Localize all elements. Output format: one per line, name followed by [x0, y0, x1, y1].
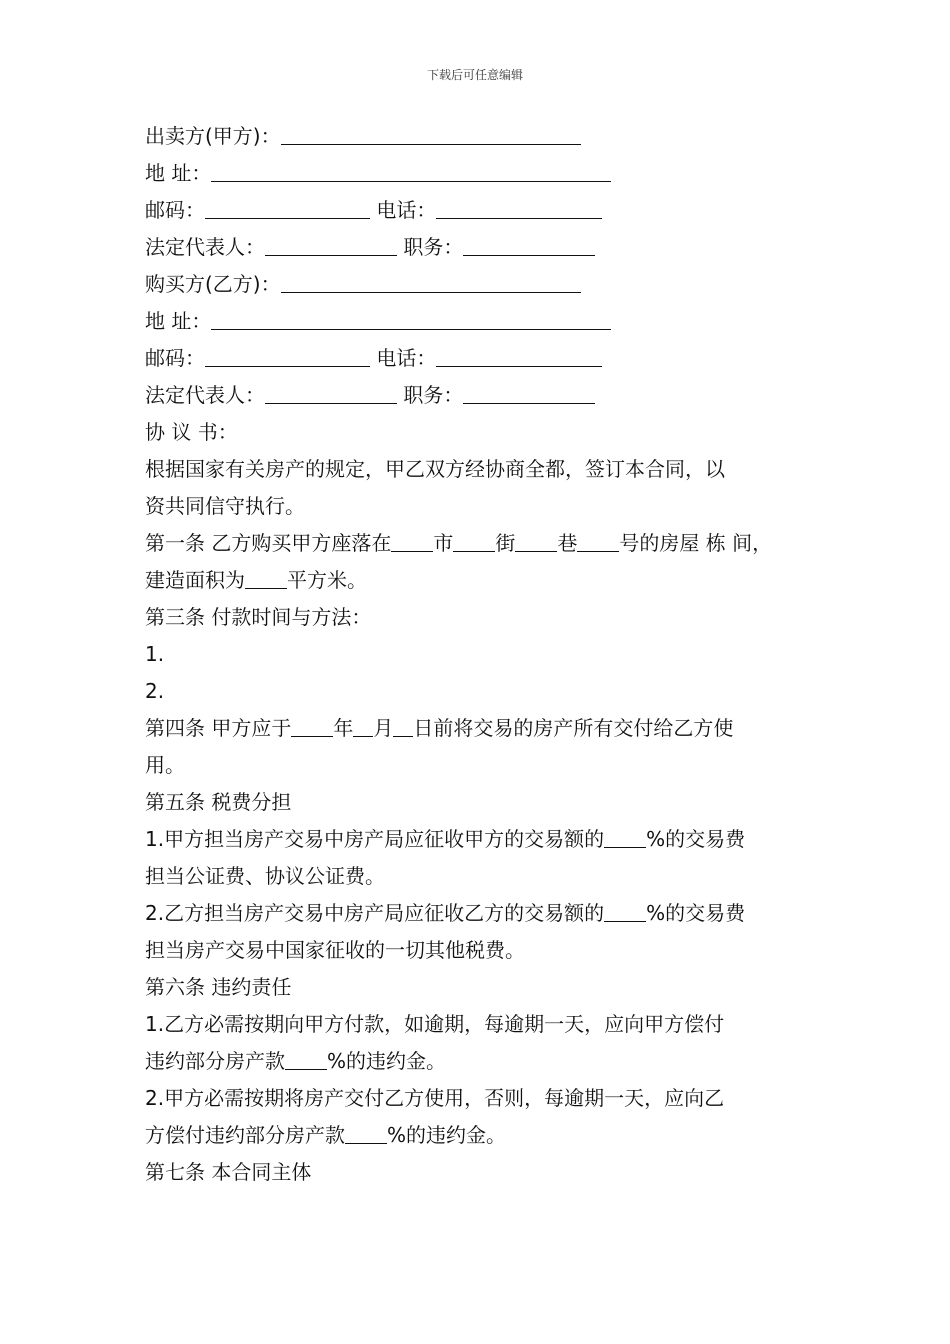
- article-4-line-1: [145, 710, 815, 747]
- seller-title-line: [145, 118, 815, 155]
- buyer-phone-label: 电话：: [376, 346, 437, 370]
- intro-line-1: 根据国家有关房产的规定，甲乙双方经协商全都，签订本合同，以: [145, 457, 725, 481]
- article-6-item-2-line-1: 2.甲方必需按期将房产交付乙方使用，否则，每逾期一天，应向乙: [145, 1086, 725, 1110]
- seller-address-label: 地 址：: [145, 161, 212, 185]
- number-blank: [577, 527, 619, 552]
- seller-rep-blank: [265, 231, 397, 256]
- agreement-heading: 协 议 书：: [145, 420, 238, 444]
- seller-contact-line: [145, 192, 815, 229]
- buyer-title-line: [145, 266, 815, 303]
- article-6-1-text-c: %的违约金。: [327, 1049, 447, 1073]
- seller-fee-percent-blank: [604, 823, 646, 848]
- article-1-text-e: 号的房屋 栋 间，: [619, 531, 773, 555]
- article-6-1-text-b: 违约部分房产款: [145, 1049, 285, 1073]
- article-1-text-f: 建造面积为: [145, 568, 245, 592]
- article-1-text-b: 市: [433, 531, 454, 555]
- payment-item-2: 2.: [145, 679, 165, 703]
- article-4-text-c: 月: [373, 716, 394, 740]
- article-5-1-text-a: 1.甲方担当房产交易中房产局应征收甲方的交易额的: [145, 827, 605, 851]
- buyer-fee-percent-blank: [604, 897, 646, 922]
- article-5-2-text-b: %的交易费: [646, 901, 746, 925]
- article-6-2-text-b: 方偿付违约部分房产款: [145, 1123, 345, 1147]
- article-5-1-text-b: %的交易费: [646, 827, 746, 851]
- seller-position-label: 职务：: [403, 235, 464, 259]
- buyer-postcode-blank: [205, 342, 370, 367]
- article-4-text-b: 年: [333, 716, 354, 740]
- article-1-text-g: 平方米。: [287, 568, 367, 592]
- buyer-address-label: 地 址：: [145, 309, 212, 333]
- year-blank: [291, 712, 333, 737]
- buyer-rep-label: 法定代表人：: [145, 383, 265, 407]
- month-blank: [353, 712, 373, 737]
- seller-postcode-blank: [205, 194, 370, 219]
- seller-address-blank: [211, 157, 611, 182]
- article-6-item-1-line-1: 1.乙方必需按期向甲方付款，如逾期，每逾期一天，应向甲方偿付: [145, 1012, 725, 1036]
- article-5-item-2-line-2: 担当房产交易中国家征收的一切其他税费。: [145, 938, 525, 962]
- article-7-heading: 第七条 本合同主体: [145, 1160, 312, 1184]
- buyer-title-label: 购买方(乙方)：: [145, 272, 281, 296]
- buyer-name-blank: [281, 268, 581, 293]
- article-1-text-d: 巷: [557, 531, 578, 555]
- article-4-text-a: 第四条 甲方应于: [145, 716, 292, 740]
- seller-rep-label: 法定代表人：: [145, 235, 265, 259]
- article-1-text-a: 第一条 乙方购买甲方座落在: [145, 531, 392, 555]
- buyer-rep-blank: [265, 379, 397, 404]
- lane-blank: [515, 527, 557, 552]
- contract-body: [145, 118, 815, 1191]
- buyer-address-blank: [211, 305, 611, 330]
- seller-address-line: [145, 155, 815, 192]
- buyer-address-line: [145, 303, 815, 340]
- article-4-text-d: 日前将交易的房产所有交付给乙方使: [413, 716, 734, 740]
- article-5-heading: 第五条 税费分担: [145, 790, 292, 814]
- buyer-rep-line: [145, 377, 815, 414]
- payment-item-1: 1.: [145, 642, 165, 666]
- article-6-item-1-line-2: [145, 1043, 815, 1080]
- buyer-position-blank: [463, 379, 595, 404]
- buyer-penalty-percent-blank: [285, 1045, 327, 1070]
- article-1-text-c: 街: [495, 531, 516, 555]
- article-5-2-text-a: 2.乙方担当房产交易中房产局应征收乙方的交易额的: [145, 901, 605, 925]
- buyer-phone-blank: [436, 342, 602, 367]
- page-header: 下载后可任意编辑: [426, 68, 523, 82]
- street-blank: [453, 527, 495, 552]
- seller-phone-label: 电话：: [376, 198, 437, 222]
- article-5-item-1-line-2: 担当公证费、协议公证费。: [145, 864, 385, 888]
- article-3-heading: 第三条 付款时间与方法：: [145, 605, 372, 629]
- article-5-item-1-line-1: [145, 821, 815, 858]
- article-6-item-2-line-2: [145, 1117, 815, 1154]
- buyer-position-label: 职务：: [403, 383, 464, 407]
- article-6-2-text-c: %的违约金。: [387, 1123, 507, 1147]
- article-1-line-1: [145, 525, 815, 562]
- day-blank: [393, 712, 413, 737]
- area-blank: [245, 564, 287, 589]
- city-blank: [391, 527, 433, 552]
- seller-title-label: 出卖方(甲方)：: [145, 124, 281, 148]
- intro-line-2: 资共同信守执行。: [145, 494, 305, 518]
- seller-penalty-percent-blank: [345, 1119, 387, 1144]
- article-4-line-2: 用。: [145, 753, 185, 777]
- seller-phone-blank: [436, 194, 602, 219]
- seller-name-blank: [281, 120, 581, 145]
- article-6-heading: 第六条 违约责任: [145, 975, 292, 999]
- buyer-postcode-label: 邮码：: [145, 346, 205, 370]
- article-1-line-2: [145, 562, 815, 599]
- buyer-contact-line: [145, 340, 815, 377]
- article-5-item-2-line-1: [145, 895, 815, 932]
- seller-position-blank: [463, 231, 595, 256]
- seller-postcode-label: 邮码：: [145, 198, 205, 222]
- seller-rep-line: [145, 229, 815, 266]
